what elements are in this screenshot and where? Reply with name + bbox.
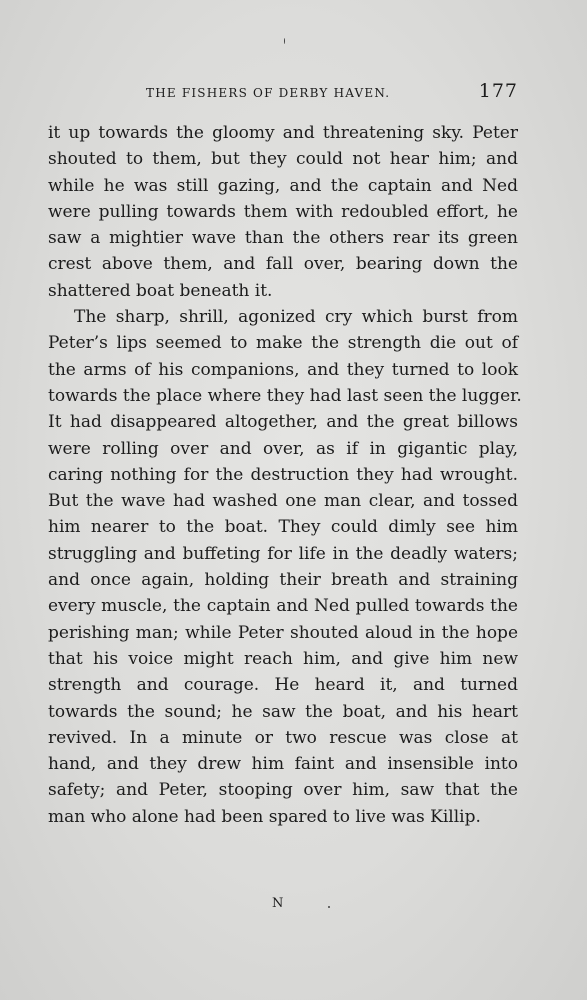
text-line: every muscle, the captain and Ned pulled towards the <box>48 596 518 617</box>
ink-speck <box>284 38 285 44</box>
text-line: Peter’s lips seemed to make the strength die out of <box>48 333 518 354</box>
text-line: hand, and they drew him faint and insensible into <box>48 754 518 775</box>
text-line: while he was still gazing, and the captain and Ned <box>48 175 518 196</box>
page-number: 177 <box>478 80 518 102</box>
text-line: towards the place where they had last seen the lugger. <box>48 385 522 406</box>
text-line: revived. In a minute or two rescue was close at <box>48 727 518 748</box>
text-line: towards the sound; he saw the boat, and his heart <box>48 701 518 722</box>
text-line: were pulling towards them with redoubled effort, he <box>48 201 518 222</box>
text-line: man who alone had been spared to live was Killip. <box>48 806 481 827</box>
text-line: crest above them, and fall over, bearing down the <box>48 254 518 275</box>
text-line: and once again, holding their breath and straining <box>48 570 518 591</box>
text-line: shouted to them, but they could not hear him; and <box>48 149 518 170</box>
text-line: shattered boat beneath it. <box>48 280 273 301</box>
text-line: The sharp, shrill, agonized cry which burst from <box>74 307 518 328</box>
signature-mark: N <box>272 896 285 911</box>
text-line: it up towards the gloomy and threatening sky. Peter <box>48 123 518 143</box>
paragraph-2 <box>48 304 522 830</box>
text-line: him nearer to the boat. They could dimly see him <box>48 517 518 538</box>
text-line: caring nothing for the destruction they had wrought. <box>48 464 518 485</box>
text-line: struggling and buffeting for life in the deadly waters; <box>48 543 518 564</box>
running-head <box>48 80 518 104</box>
running-title: THE FISHERS OF DERBY HAVEN. <box>146 86 391 100</box>
body-text <box>48 120 522 830</box>
text-line: were rolling over and over, as if in gigantic play, <box>48 438 518 459</box>
text-line: safety; and Peter, stooping over him, saw that the <box>48 780 518 801</box>
text-line: saw a mightier wave than the others rear its green <box>48 228 518 249</box>
text-line: But the wave had washed one man clear, and tossed <box>48 491 518 512</box>
text-line: that his voice might reach him, and give him new <box>48 648 518 669</box>
text-line: strength and courage. He heard it, and turned <box>48 675 518 696</box>
text-line: perishing man; while Peter shouted aloud in the hope <box>48 622 518 643</box>
paragraph-1 <box>48 120 518 304</box>
ink-speck <box>328 906 330 908</box>
text-line: It had disappeared altogether, and the great billows <box>48 412 518 433</box>
text-line: the arms of his companions, and they turned to look <box>48 359 518 380</box>
